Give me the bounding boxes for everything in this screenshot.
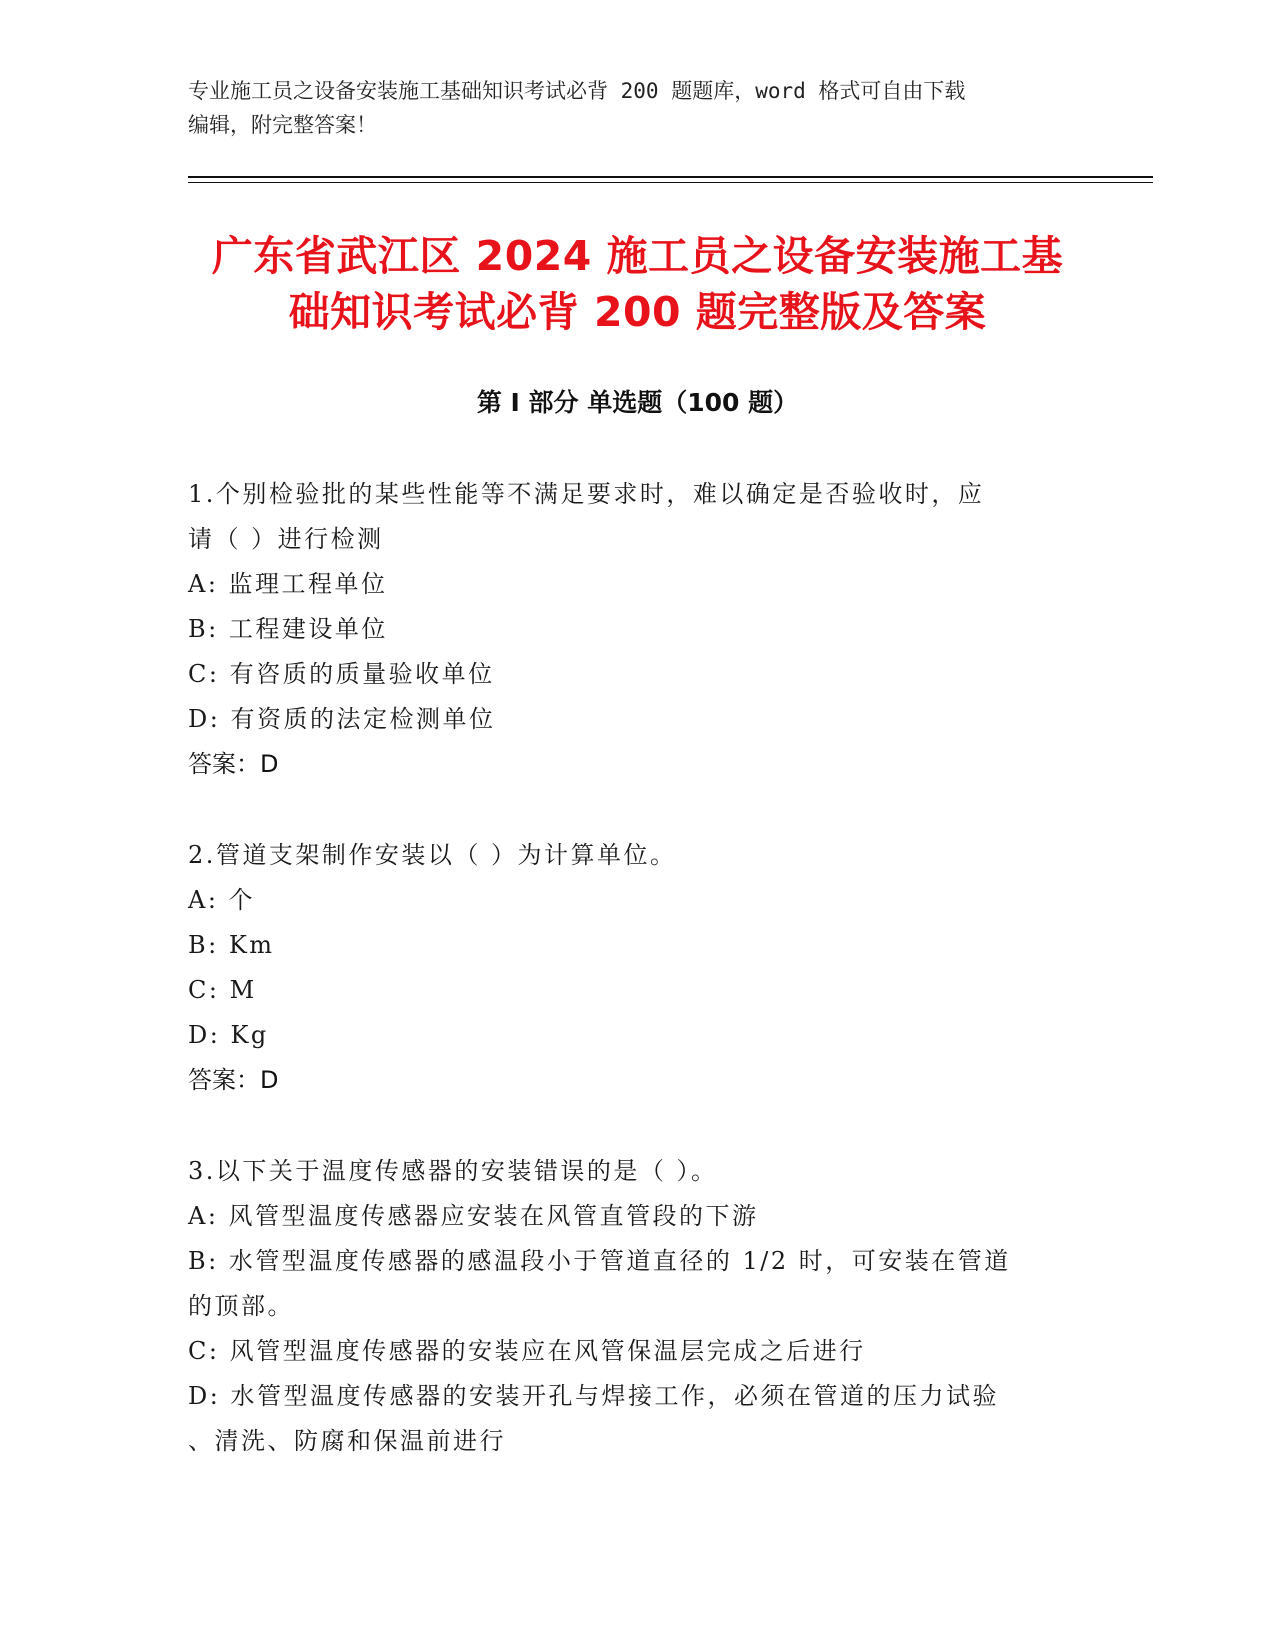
- option-d: D: Kg: [188, 1021, 269, 1049]
- question-2: [188, 833, 1068, 1103]
- header-note: [188, 74, 1088, 142]
- header-divider-thick: [188, 176, 1153, 178]
- option-b: B: 工程建设单位: [188, 615, 388, 643]
- document-title: [150, 228, 1125, 340]
- header-note-line1: 专业施工员之设备安装施工基础知识考试必背 200 题题库，word 格式可自由下载: [188, 79, 966, 103]
- option-d: D: 有资质的法定检测单位: [188, 705, 496, 733]
- answer: 答案：D: [188, 750, 279, 778]
- question-stem: 2.管道支架制作安装以（ ）为计算单位。: [188, 841, 677, 869]
- section-title: 第 I 部分 单选题（100 题）: [476, 388, 799, 417]
- option-d-continued: 、清洗、防腐和保温前进行: [188, 1427, 506, 1455]
- question-stem: 请（ ）进行检测: [188, 525, 384, 553]
- question-1: [188, 472, 1068, 787]
- header-note-line2: 编辑，附完整答案！: [188, 113, 377, 137]
- option-c: C: 风管型温度传感器的安装应在风管保温层完成之后进行: [188, 1337, 866, 1365]
- option-a: A: 风管型温度传感器应安装在风管直管段的下游: [188, 1202, 759, 1230]
- question-3: [188, 1149, 1068, 1464]
- option-a: A: 个: [188, 886, 256, 914]
- question-stem: 1.个别检验批的某些性能等不满足要求时，难以确定是否验收时，应: [188, 480, 985, 508]
- option-b: B: Km: [188, 931, 275, 959]
- option-d: D: 水管型温度传感器的安装开孔与焊接工作，必须在管道的压力试验: [188, 1382, 999, 1410]
- document-title-line2: 础知识考试必背 200 题完整版及答案: [288, 288, 987, 336]
- question-stem: 3.以下关于温度传感器的安装错误的是（ ）。: [188, 1157, 718, 1185]
- header-divider-thin: [188, 182, 1153, 183]
- answer: 答案：D: [188, 1066, 279, 1094]
- option-b: B: 水管型温度传感器的感温段小于管道直径的 1/2 时，可安装在管道: [188, 1247, 1011, 1275]
- option-c: C: 有咨质的质量验收单位: [188, 660, 495, 688]
- option-c: C: M: [188, 976, 257, 1004]
- option-b-continued: 的顶部。: [188, 1292, 294, 1320]
- option-a: A: 监理工程单位: [188, 570, 388, 598]
- document-title-line1: 广东省武江区 2024 施工员之设备安装施工基: [211, 232, 1064, 280]
- question-list: [188, 472, 1068, 1510]
